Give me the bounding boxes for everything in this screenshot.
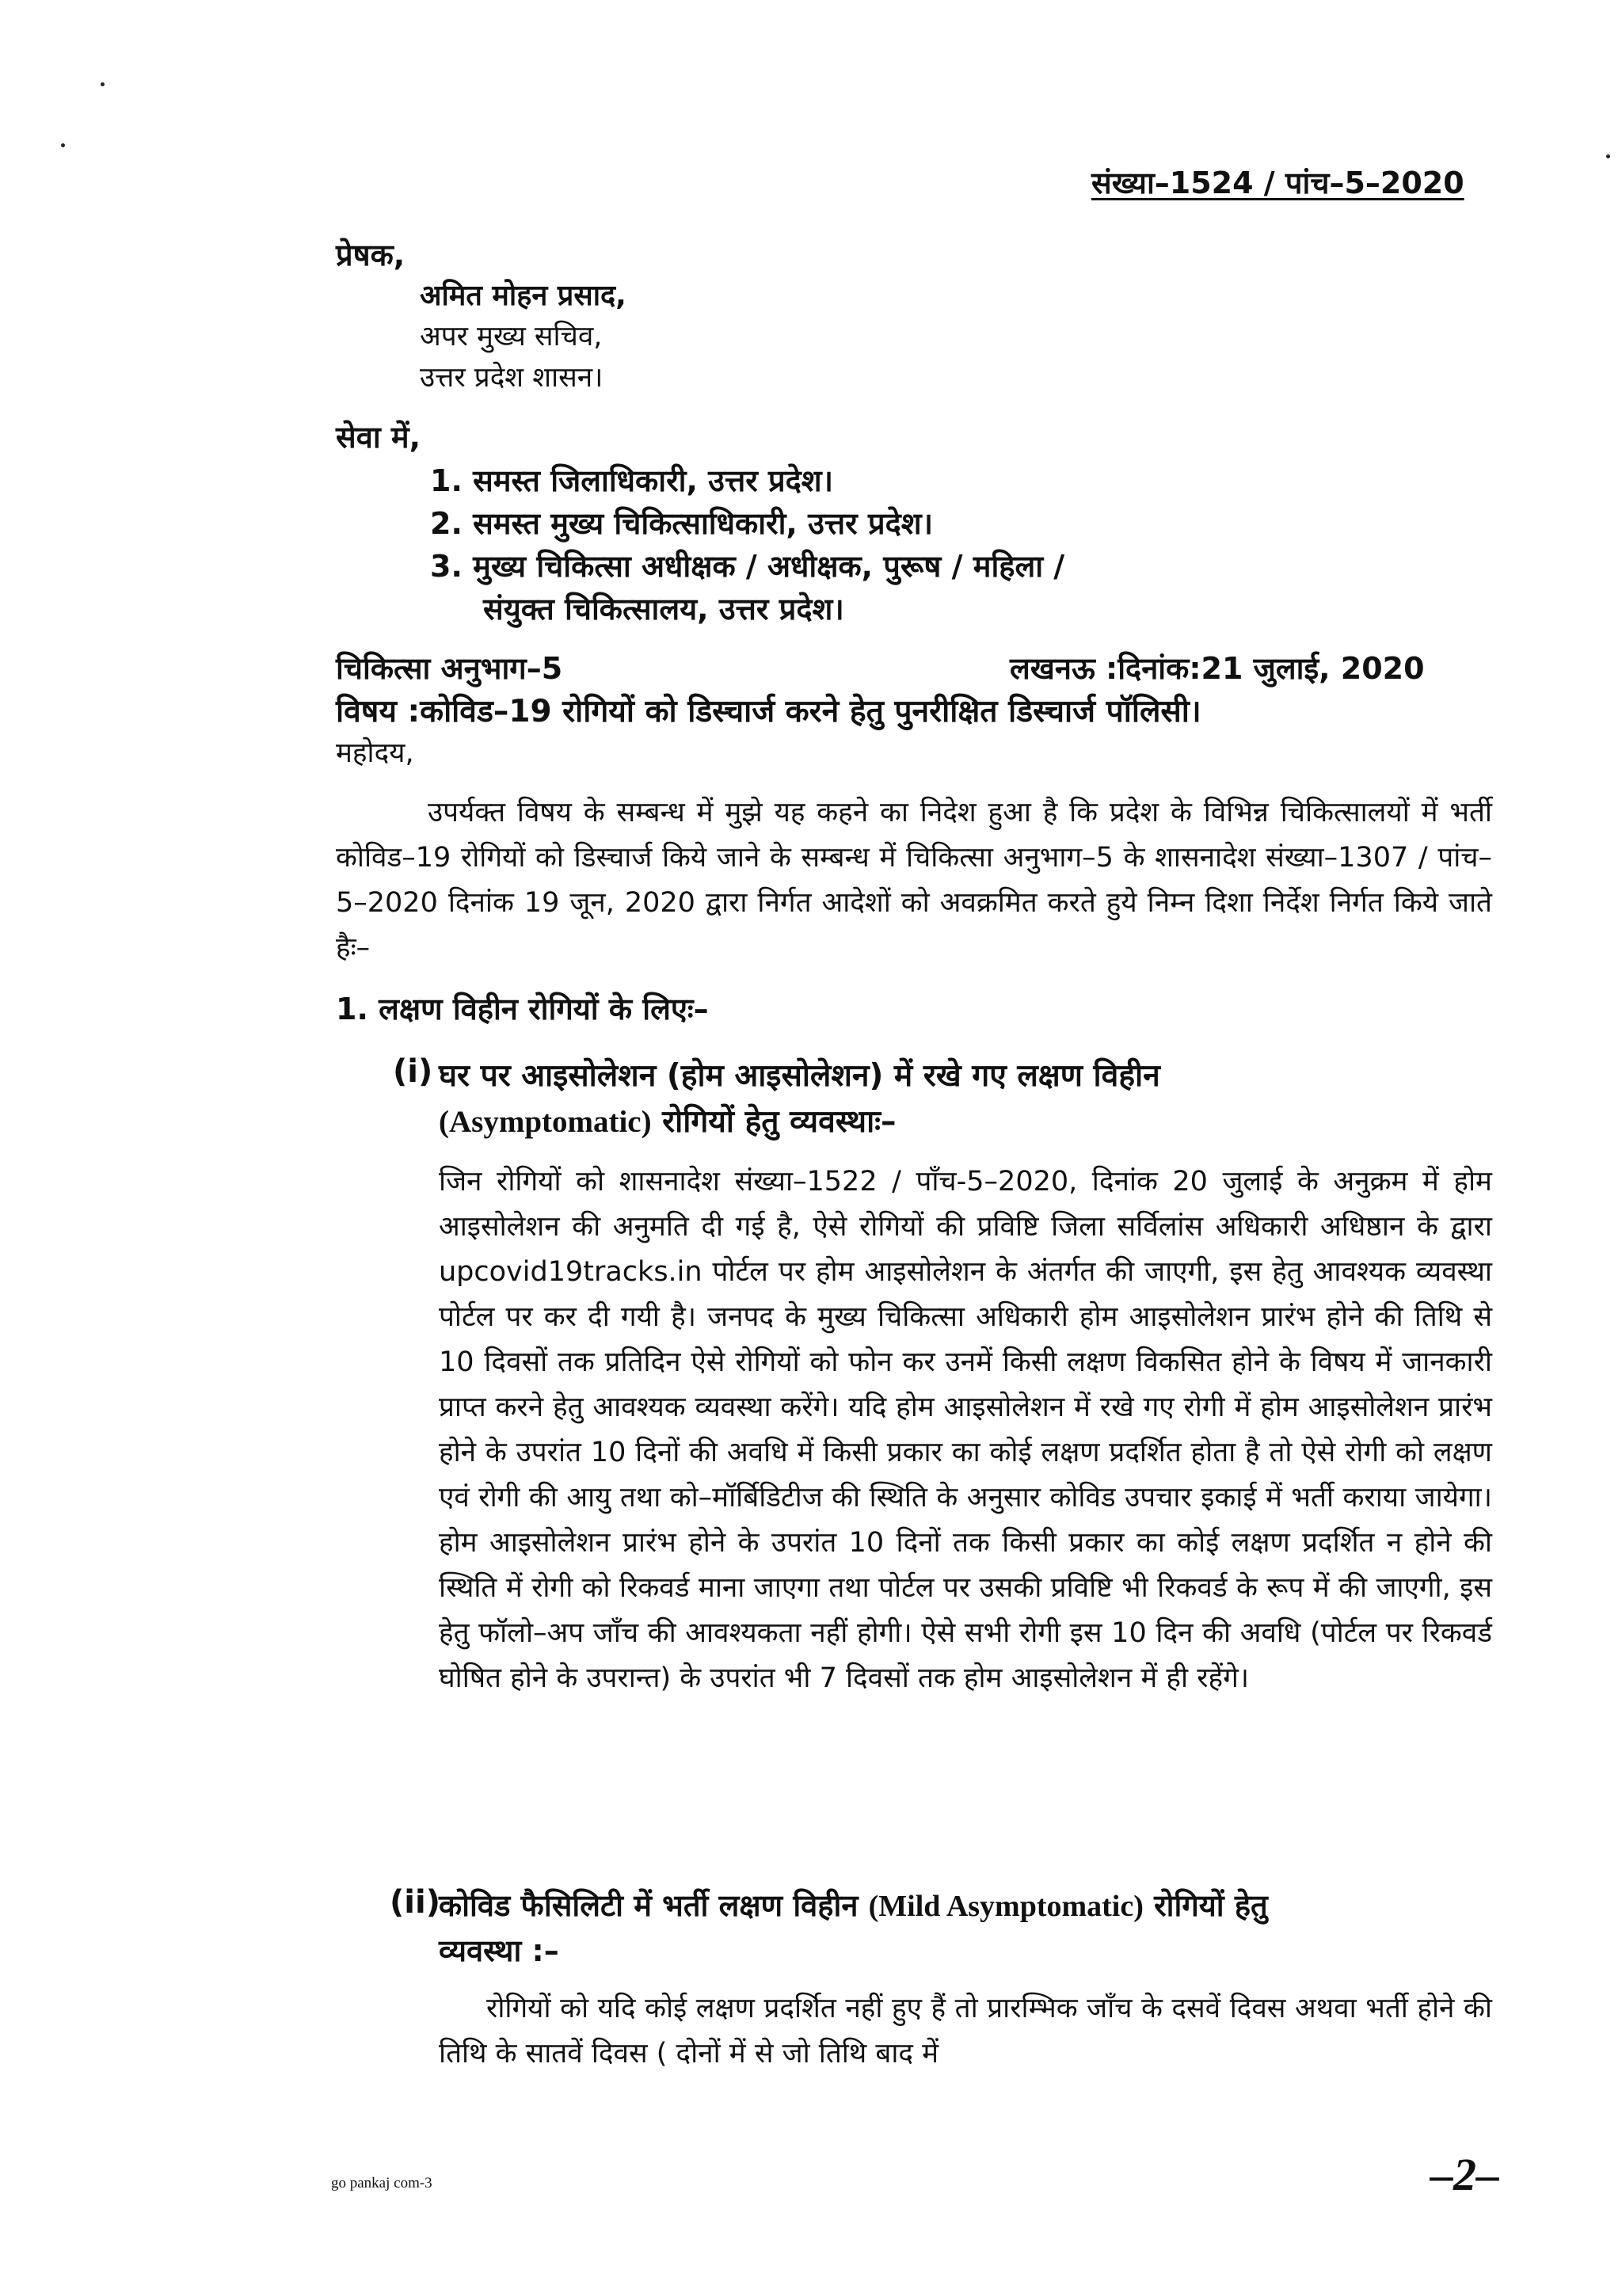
subject-line: विषय :कोविड–19 रोगियों को डिस्चार्ज करने हेतु पुनरीक्षित डिस्चार्ज पॉलिसी। xyxy=(336,694,1201,729)
sub-ii-body: रोगियों को यदि कोई लक्षण प्रदर्शित नहीं हुए हैं तो प्रारम्भिक जाँच के दसवें दिवस अथवा भर्ती होने की तिथि के सातवें दिवस ( दोनों में से जो तिथि बाद में xyxy=(439,1993,1492,2069)
section-name: चिकित्सा अनुभाग–5 xyxy=(336,651,563,686)
intro-paragraph: उपर्यक्त विषय के सम्बन्ध में मुझे यह कहने का निदेश हुआ है कि प्रदेश के विभिन्न चिकित्सालयों में भर्ती कोविड–19 रोगियों को डिस्चार्ज किये जाने के सम्बन्ध में चिकित्सा अनुभाग–5 के शासनादेश संख्या–1307 / पांच–5–2020 दिनांक 19 जून, 2020 द्वारा निर्गत आदेशों को अवक्रमित करते हुये निम्न दिशा निर्देश निर्गत किये जाते हैः– xyxy=(336,797,1492,964)
speck xyxy=(1606,154,1610,158)
recipient-item: 2. समस्त मुख्य चिकित्साधिकारी, उत्तर प्रदेश। xyxy=(430,506,933,541)
sender-label: प्रेषक, xyxy=(336,238,406,272)
point-1-heading: 1. लक्षण विहीन रोगियों के लिएः– xyxy=(336,992,709,1026)
page-number: –2– xyxy=(1430,2149,1499,2200)
footer-code: go pankaj com-3 xyxy=(331,2175,432,2191)
sub-i-heading-line2 xyxy=(439,1099,897,1141)
sub-ii-heading-line2: व्यवस्था :– xyxy=(439,1933,559,1968)
speck xyxy=(61,143,65,147)
sub-i-heading-english: (Asymptomatic) xyxy=(439,1105,652,1139)
sender-name: अमित मोहन प्रसाद, xyxy=(420,280,626,312)
sender-office: उत्तर प्रदेश शासन। xyxy=(420,362,603,394)
sender-designation: अपर मुख्य सचिव, xyxy=(420,321,603,352)
recipient-item: संयुक्त चिकित्सालय, उत्तर प्रदेश। xyxy=(483,592,844,626)
speck xyxy=(101,82,105,86)
recipient-item: 3. मुख्य चिकित्सा अधीक्षक / अधीक्षक, पुरूष / महिला / xyxy=(430,549,1065,584)
sub-i-label: (i) xyxy=(393,1053,433,1090)
recipients-label: सेवा में, xyxy=(336,420,421,455)
sub-ii-heading-b: रोगियों हेतु xyxy=(1143,1888,1268,1923)
recipient-item: 1. समस्त जिलाधिकारी, उत्तर प्रदेश। xyxy=(430,463,834,498)
salutation: महोदय, xyxy=(336,737,414,769)
sub-i-heading: घर पर आइसोलेशन (होम आइसोलेशन) में रखे गए लक्षण विहीन xyxy=(439,1058,1160,1094)
sub-ii-heading xyxy=(439,1884,1268,1925)
sub-ii-heading-a: कोविड फैसिलिटी में भर्ती लक्षण विहीन xyxy=(439,1888,869,1923)
sub-ii-heading-english: (Mild Asymptomatic) xyxy=(868,1890,1144,1923)
place-date: लखनऊ :दिनांक:21 जुलाई, 2020 xyxy=(1010,651,1425,686)
sub-i-body: जिन रोगियों को शासनादेश संख्या–1522 / पाँच-5–2020, दिनांक 20 जुलाई के अनुक्रम में होम आइसोलेशन की अनुमति दी गई है, ऐसे रोगियों की प्रविष्टि जिला सर्विलांस अधिकारी अधिष्ठान के द्वारा upcovid19tracks.in पोर्टल पर होम आइसोलेशन के अंतर्गत की जाएगी, इस हेतु आवश्यक व्यवस्था पोर्टल पर कर दी गयी है। जनपद के मुख्य चिकित्सा अधिकारी होम आइसोलेशन प्रारंभ होने की तिथि से 10 दिवसों तक प्रतिदिन ऐसे रोगियों को फोन कर उनमें किसी लक्षण विकसित होने के विषय में जानकारी प्राप्त करने हेतु आवश्यक व्यवस्था करेंगे। यदि होम आइसोलेशन में रखे गए रोगी में होम आइसोलेशन प्रारंभ होने के उपरांत 10 दिनों की अवधि में किसी प्रकार का कोई लक्षण प्रदर्शित होता है तो ऐसे रोगी को लक्षण एवं रोगी की आयु तथा को–मॉर्बिडिटीज की स्थिति के अनुसार कोविड उपचार इकाई में भर्ती कराया जायेगा। होम आइसोलेशन प्रारंभ होने के उपरांत 10 दिनों तक किसी प्रकार का कोई लक्षण प्रदर्शित न होने की स्थिति में रोगी को रिकवर्ड माना जाएगा तथा पोर्टल पर उसकी प्रविष्टि भी रिकवर्ड के रूप में की जाएगी, इस हेतु फॉलो–अप जाँच की आवश्यकता नहीं होगी। ऐसे सभी रोगी इस 10 दिन की अवधि (पोर्टल पर रिकवर्ड घोषित होने के उपरान्त) के उपरांत भी 7 दिवसों तक होम आइसोलेशन में ही रहेंगे। xyxy=(439,1166,1492,1694)
reference-number: संख्या–1524 / पांच–5–2020 xyxy=(1091,166,1464,200)
sub-ii-label: (ii) xyxy=(390,1884,440,1921)
sub-i-heading-hindi: रोगियों हेतु व्यवस्थाः– xyxy=(651,1104,897,1140)
